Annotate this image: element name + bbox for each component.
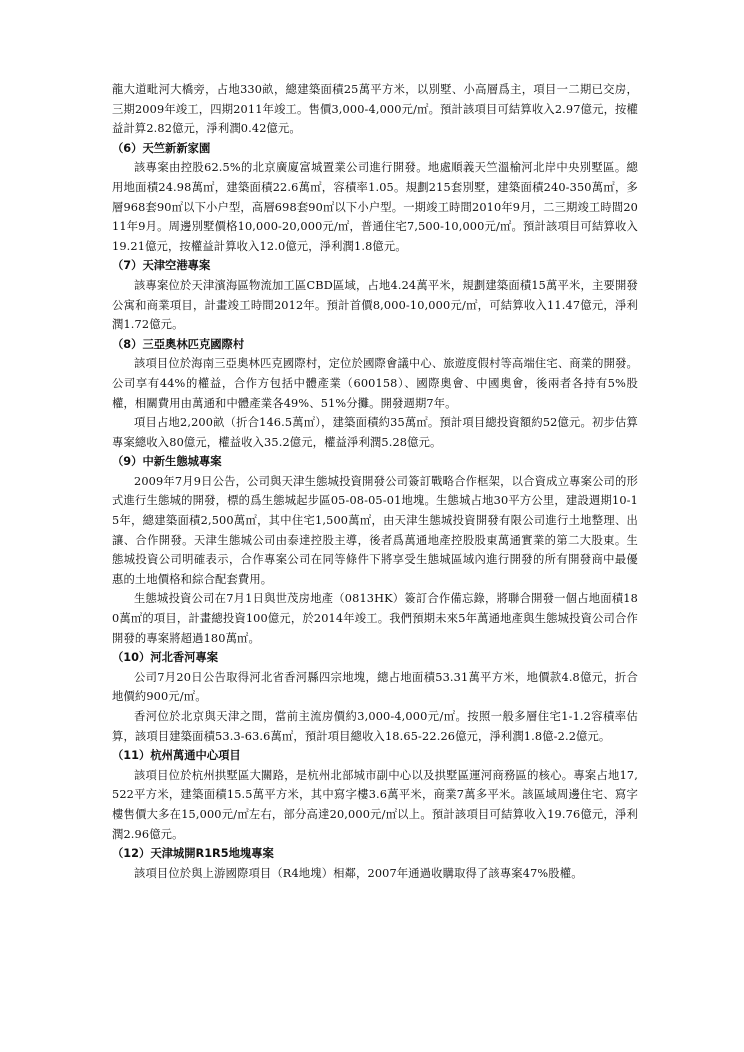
section-tianjin-airport: [112, 256, 638, 334]
section-heading: （9）中新生態城專案: [112, 455, 222, 469]
section-paragraph: 該項目位於與上游國際項目（R4地塊）相鄰，2007年通過收購取得了該專案47%股權。: [134, 866, 583, 880]
document-body: [112, 80, 638, 883]
section-tianjin-r1r5: [112, 844, 638, 883]
section-heading: （6）天竺新新家園: [112, 141, 211, 155]
section-paragraph: 生態城投資公司在7月1日與世茂房地產（0813HK）簽訂合作備忘錄，將聯合開發一個占地面積180萬㎡的項目，計畫總投資100億元，於2014年竣工。我們預期未來5年萬通地產與生態城投資公司合作開發的專案將超過180萬㎡。: [112, 592, 638, 645]
section-paragraph: 香河位於北京與天津之間，當前主流房價約3,000-4,000元/㎡。按照一般多層住宅1-1.2容積率估算，該項目建築面積53.3-63.6萬㎡，預計項目總收入18.65-22.26億元，淨利潤1.8億-2.2億元。: [112, 710, 638, 743]
section-heading: （10）河北香河專案: [112, 651, 219, 665]
section-eco-city: [112, 452, 638, 648]
section-paragraph: 該專案位於天津濱海區物流加工區CBD區域，占地4.24萬平米，規劃建築面積15萬平米，主要開發公寓和商業項目，計畫竣工時間2012年。預計首價8,000-10,000元/㎡，可結算收入11.47億元，淨利潤1.72億元。: [112, 278, 638, 332]
section-heading: （7）天津空港專案: [112, 259, 211, 273]
section-xianghe: [112, 648, 638, 746]
section-paragraph: 該項目位於杭州拱墅區大關路，是杭州北部城市副中心以及拱墅區運河商務區的核心。專案占地17,522平方米，建築面積15.5萬平方米，其中寫字樓3.6萬平米，商業7萬多平米。該區域周邊住宅、寫字樓售價大多在15,000元/㎡左右，部分高達20,000元/㎡以上。預計該項目可結算收入19.76億元，淨利潤2.96億元。: [112, 768, 638, 841]
section-heading: （8）三亞奧林匹克國際村: [112, 337, 245, 351]
intro-paragraph: 龍大道毗河大橋旁，占地330畝，總建築面積25萬平方米，以別墅、小高層爲主，項目一二期已交房，三期2009年竣工，四期2011年竣工。售價3,000-4,000元/㎡。預計該項目可結算收入2.97億元，按權益計算2.82億元，淨利潤0.42億元。: [112, 83, 638, 136]
section-paragraph: 項目占地2,200畝（折合146.5萬㎡），建築面積約35萬㎡。預計項目總投資額約52億元。初步估算專案總收入80億元，權益收入35.2億元，權益淨利潤5.28億元。: [112, 416, 638, 449]
section-paragraph: 2009年7月9日公告，公司與天津生態城投資開發公司簽訂戰略合作框架，以合資成立專案公司的形式進行生態城的開發，標的爲生態城起步區05-08-05-01地塊。生態城占地30平方公里，建設週期10-15年，總建築面積2,500萬㎡，其中住宅1,500萬㎡，由天津生態城投資開發有限公司進行土地整理、出讓、合作開發。天津生態城公司由泰達控股主導，後者爲萬通地產控股股東萬通實業的第二大股東。生態城投資公司明確表示，合作專案公司在同等條件下將享受生態城區域內進行開發的所有開發商中最優惠的土地價格和綜合配套費用。: [112, 474, 638, 586]
section-paragraph: 該專案由控股62.5%的北京廣廈富城置業公司進行開發。地處順義天竺溫榆河北岸中央別墅區。總用地面積24.98萬㎡，建築面積22.6萬㎡，容積率1.05。規劃215套別墅，建築面積240-350萬㎡，多層968套90㎡以下小户型，高層698套90㎡以下小户型。一期竣工時間2010年9月，二三期竣工時間2011年9月。周邊別墅價格10,000-20,000元/㎡，普通住宅7,500-10,000元/㎡。預計該項目可結算收入19.21億元，按權益計算收入12.0億元，淨利潤1.8億元。: [112, 161, 638, 253]
section-tianzhu: [112, 139, 638, 257]
section-paragraph: 公司7月20日公告取得河北省香河縣四宗地塊，總占地面積53.31萬平方米，地價款4.8億元，折合地價約900元/㎡。: [112, 670, 638, 704]
section-heading: （12）天津城開R1R5地塊專案: [112, 847, 274, 861]
section-heading: （11）杭州萬通中心項目: [112, 749, 241, 763]
section-hangzhou-center: [112, 746, 638, 844]
section-sanya-olympic: [112, 335, 638, 453]
section-paragraph: 該項目位於海南三亞奧林匹克國際村，定位於國際會議中心、旅遊度假村等高端住宅、商業的開發。公司享有44%的權益，合作方包括中體產業（600158）、國際奧會、中國奧會，後兩者各持有5%股權，相關費用由萬通和中體產業各49%、51%分攤。開發週期7年。: [112, 357, 638, 410]
